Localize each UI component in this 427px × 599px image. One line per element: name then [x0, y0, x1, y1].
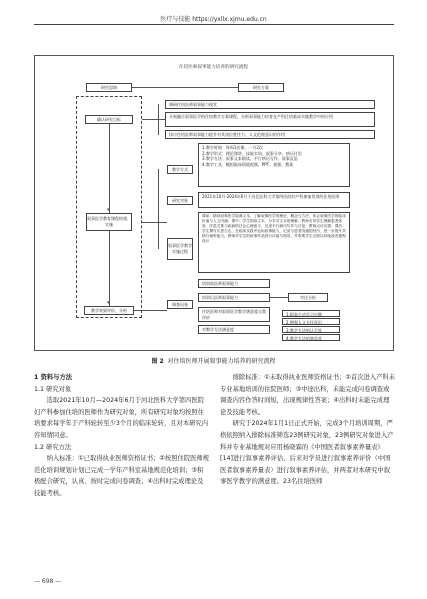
paragraph: 纳入标准：①已取得执业医师资格证书；②按照住院医师规范化培训规划计划已完成一学年产科室基地规范化培训；③积极配合研究，认真、按时完成问卷调查；④出科时完成理论及技能考核。	[34, 455, 210, 497]
header-rule	[34, 24, 394, 25]
arrow-down-icon: ▾	[107, 300, 110, 306]
page-header: 医疗与技能 https://yxllx.xjmu.edu.cn	[160, 16, 267, 23]
right-text-column	[220, 372, 395, 488]
research-plan-box: 研究方案	[238, 83, 284, 92]
section-heading: 1 资料与方法	[34, 374, 73, 381]
arrow-line	[109, 231, 110, 306]
implement-label: 叙事医学教学实施过程	[167, 238, 193, 260]
survey-item-2: 培训后医师叙事能力	[198, 293, 270, 302]
figure-title: 住培医师叙事能力培养的研究流程	[179, 65, 248, 70]
subjects-text: 2021年10月-2024年6月于河北医科大学第四医院妇产科参加培训的住培医师	[198, 192, 350, 208]
build-box: 叙事医学教育课程构建、实施	[86, 213, 132, 231]
paragraph: 排除标准：①未取得执业医师资格证书；②首次进入产科未专业基地培训的住院医师；③中途出科，未能完成问卷调查或调查内容作答时间短，出现规律性答案；④出科时未能完成理论及技能考核。	[220, 374, 396, 416]
arrow-line	[109, 124, 110, 213]
eval-box: 教学效果评价、分析	[84, 306, 134, 315]
compare-label: 对比分析	[288, 293, 328, 302]
left-text-column	[34, 372, 209, 500]
survey-item-4: 对教学方法满意度	[198, 325, 270, 334]
paragraph: 选取2021年10月—2024年6月于河北医科大学第四医院妇产科参加住培的医师作为研究对象，所有研究对象均按照住培要求每学年于产科轮转至少3个月的临床轮转，且对本研究内容知情同意。	[34, 397, 209, 439]
method-label: 教学方式	[167, 165, 193, 174]
page-number: — 698 —	[34, 578, 62, 585]
method-text: 1.教学时间：每周1次课，一月2次 2.教学形式：理论课讲、技能实训、叙事分享、病历讨论 3.教学方法：叙事文本细读、平行病历写作、叙事反思 4.教学工具：模拟临床情境视频、PPT、视频、教案	[198, 143, 350, 187]
result-4: 4.教学方法的满意度	[282, 334, 340, 341]
connector	[132, 87, 238, 88]
survey-item-3: 住培医师对叙事医学教学满意度自我评价	[198, 307, 270, 322]
subsection-heading: 1.1 研究对象	[34, 385, 72, 393]
connector	[270, 297, 288, 298]
subjects-label: 研究对象	[167, 196, 193, 205]
research-idea-box: 研究思路	[86, 83, 132, 92]
plan-item-3: 探讨住培医师叙事能力提升对其岗位胜任力、人文伦理意识的作用	[165, 130, 375, 139]
figure-caption: 图 2 对住培医师开展叙事能力培养的研究流程	[151, 358, 276, 365]
goal-box: 确认研究目标	[85, 115, 133, 124]
result-2: 2.增强人文关怀意识	[282, 318, 340, 325]
implement-text: 课前：精读叙事医学原典文本，了解叙事医学的理论、概念与方法，体会叙事医学的临床价值与人文内涵；课中：学生细读文本、分享对文本的理解，教师引导学生理解患者体验、医患关系与疾病的社会心理意义，完成平行病历写作与讨论，教师点评反馈；课后：学生撰写反思日志，在临床实践中运用叙事能力，记录与患者沟通的经历，进一步提升共情与倾听能力，教师对学生的叙事作品进行评阅与指导，并收集学生反馈以持续改进课程设计	[198, 212, 350, 273]
plan-item-2: 开展融合叙事医学的住培教学方案课程，分析叙事能力培育在产科住培临床实践教学中的应用	[165, 112, 375, 127]
plan-item-1: 调研住培医师叙事能力现状	[165, 100, 375, 109]
paragraph: 研究于2024年1月1日正式开始，完成3个月培训周期，严格依照纳入排除标准筛选23例研究对象，23例研究对象进入产科并专业基地规对应用杨晓霖的《中国医者叙事素养量表》[14]进行叙事素养评估，后来对学员进行叙事素养评价（中国医者叙事素养量表）进行叙事素养评估，并两者对本研究中叙事医学教学的满意度。23名住培医师	[220, 420, 394, 486]
connector	[142, 119, 165, 120]
connector	[142, 222, 167, 223]
result-1: 1.提高主动学习兴趣	[282, 310, 340, 317]
bracket-line	[158, 169, 159, 249]
subsection-heading: 1.2 研究方法	[34, 443, 72, 451]
survey-label: 调查问卷	[167, 300, 193, 309]
result-3: 3.教学方法的认可度	[282, 326, 340, 333]
survey-item-1: 培训前医师叙事能力	[198, 279, 270, 288]
connector	[134, 310, 167, 311]
arrow-down-icon: ▾	[107, 207, 110, 213]
